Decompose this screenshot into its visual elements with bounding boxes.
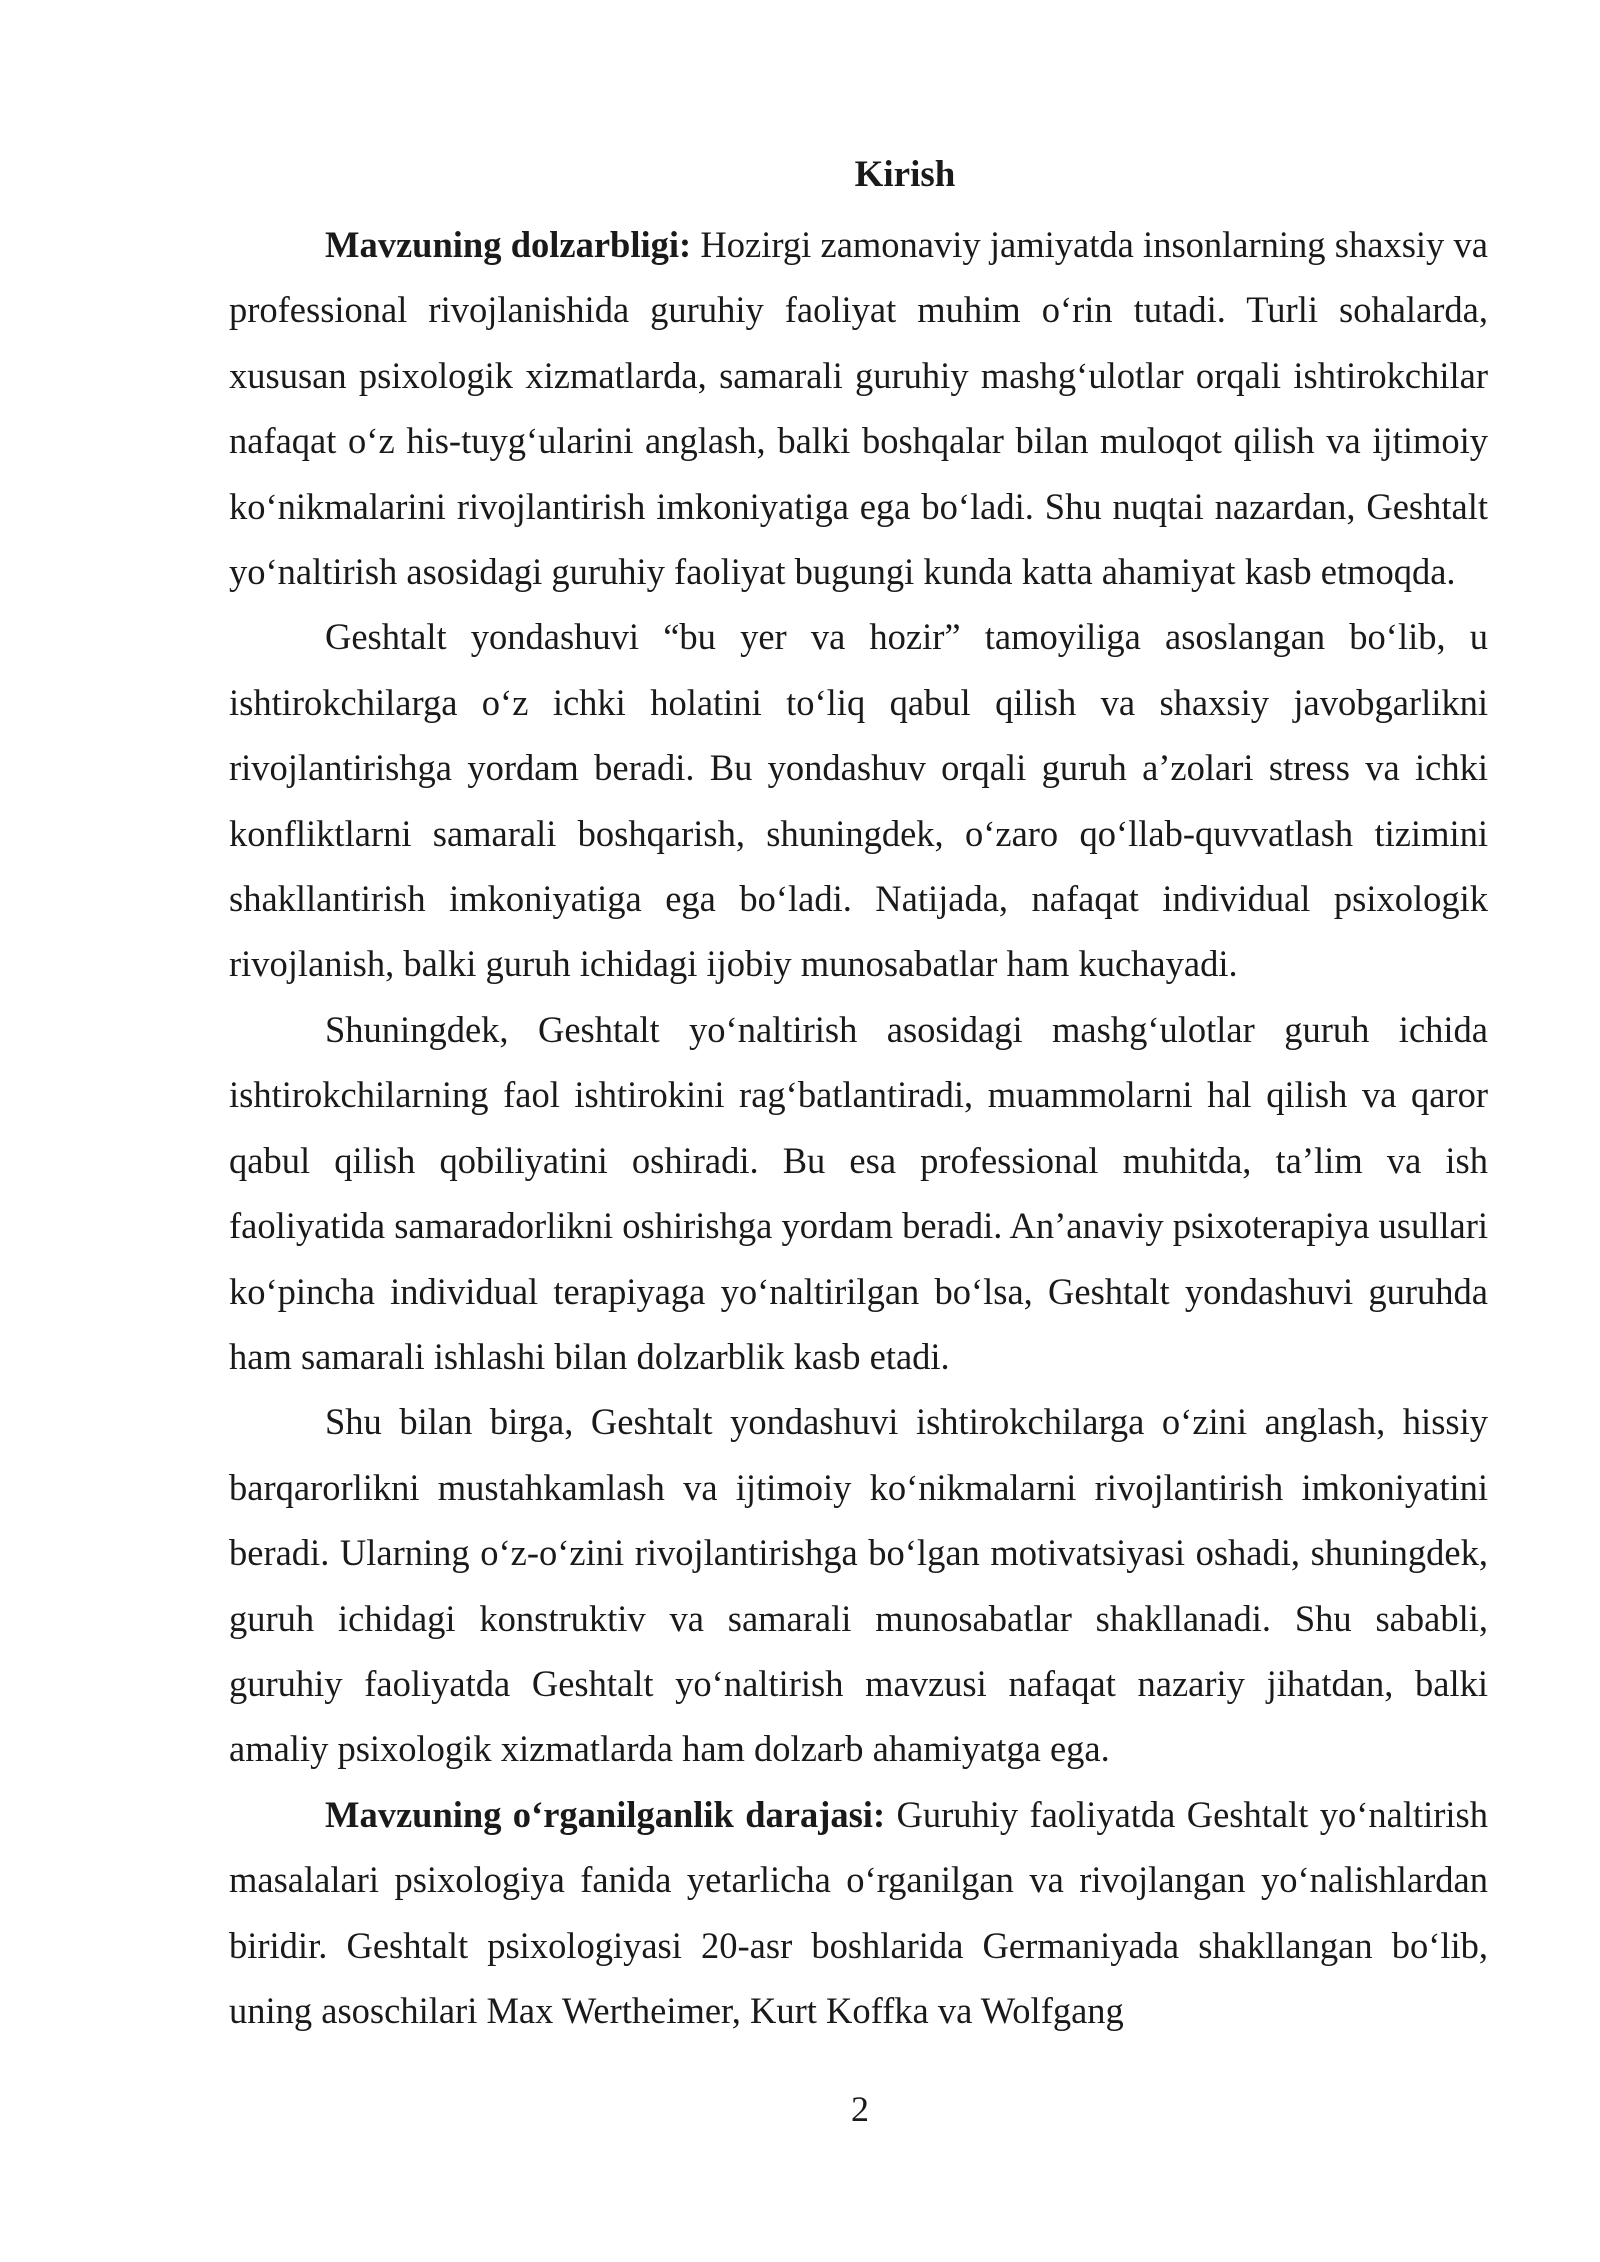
paragraph-text: Geshtalt yondashuvi “bu yer va hozir” tamoyiliga asoslangan bo‘lib, u ishtirokchilarga o‘z ichki holatini to‘liq qabul qilish va shaxsiy javobgarlikni rivojlantirishga yordam beradi. Bu yondashuv orqali guruh a’zolari stress va ichki konfliktlarni samarali boshqarish, shuningdek, o‘zaro qo‘llab-quvvatlash tizimini shakllantirish imkoniyatiga ega bo‘ladi. Natijada, nafaqat individual psixologik rivojlanish, balki guruh ichidagi ijobiy munosabatlar ham kuchayadi. — [229, 616, 1488, 985]
paragraph-text: Shuningdek, Geshtalt yo‘naltirish asosidagi mashg‘ulotlar guruh ichida ishtirokchilarning faol ishtirokini rag‘batlantiradi, muammolarni hal qilish va qaror qabul qilish qobiliyatini oshiradi. Bu esa professional muhitda, ta’lim va ish faoliyatida samaradorlikni oshirishga yordam beradi. An’anaviy psixoterapiya usullari ko‘pincha individual terapiyaga yo‘naltirilgan bo‘lsa, Geshtalt yondashuvi guruhda ham samarali ishlashi bilan dolzarblik kasb etadi. — [229, 1008, 1488, 1377]
paragraph-text: Guruhiy faoliyatda Geshtalt yo‘naltirish masalalari psixologiya fanida yetarlicha o‘rganilgan va rivojlangan yo‘nalishlardan biridir. Geshtalt psixologiyasi 20-asr boshlarida Germaniyada shakllangan bo‘lib, uning asoschilari Max Wertheimer, Kurt Koffka va Wolfgang — [229, 1793, 1488, 2031]
paragraph-gestalt-approach — [229, 604, 1488, 996]
page-title: Kirish — [854, 154, 956, 195]
body-text — [229, 212, 1488, 2043]
paragraph-relevance — [229, 212, 1488, 604]
paragraph-text: Hozirgi zamonaviy jamiyatda insonlarning shaxsiy va professional rivojlanishida guruhiy faoliyat muhim o‘rin tutadi. Turli sohalarda, xususan psixologik xizmatlarda, samarali guruhiy mashg‘ulotlar orqali ishtirokchilar nafaqat o‘z his-tuyg‘ularini anglash, balki boshqalar bilan muloqot qilish va ijtimoiy ko‘nikmalarini rivojlantirish imkoniyatiga ega bo‘ladi. Shu nuqtai nazardan, Geshtalt yo‘naltirish asosidagi guruhiy faoliyat bugungi kunda katta ahamiyat kasb etmoqda. — [229, 224, 1488, 593]
paragraph-study-level — [229, 1782, 1488, 2044]
paragraph-text: Shu bilan birga, Geshtalt yondashuvi ishtirokchilarga o‘zini anglash, hissiy barqarorlikni mustahkamlash va ijtimoiy ko‘nikmalarni rivojlantirish imkoniyatini beradi. Ularning o‘z-o‘zini rivojlantirishga bo‘lgan motivatsiyasi oshadi, shuningdek, guruh ichidagi konstruktiv va samarali munosabatlar shakllanadi. Shu sababli, guruhiy faoliyatda Geshtalt yo‘naltirish mavzusi nafaqat nazariy jihatdan, balki amaliy psixologik xizmatlarda ham dolzarb ahamiyatga ega. — [229, 1401, 1488, 1770]
page-number: 2 — [851, 2089, 869, 2129]
paragraph-self-awareness — [229, 1389, 1488, 1781]
paragraph-lead: Mavzuning o‘rganilganlik darajasi: — [325, 1793, 886, 1835]
paragraph-group-sessions — [229, 997, 1488, 1389]
paragraph-lead: Mavzuning dolzarbligi: — [325, 224, 692, 265]
